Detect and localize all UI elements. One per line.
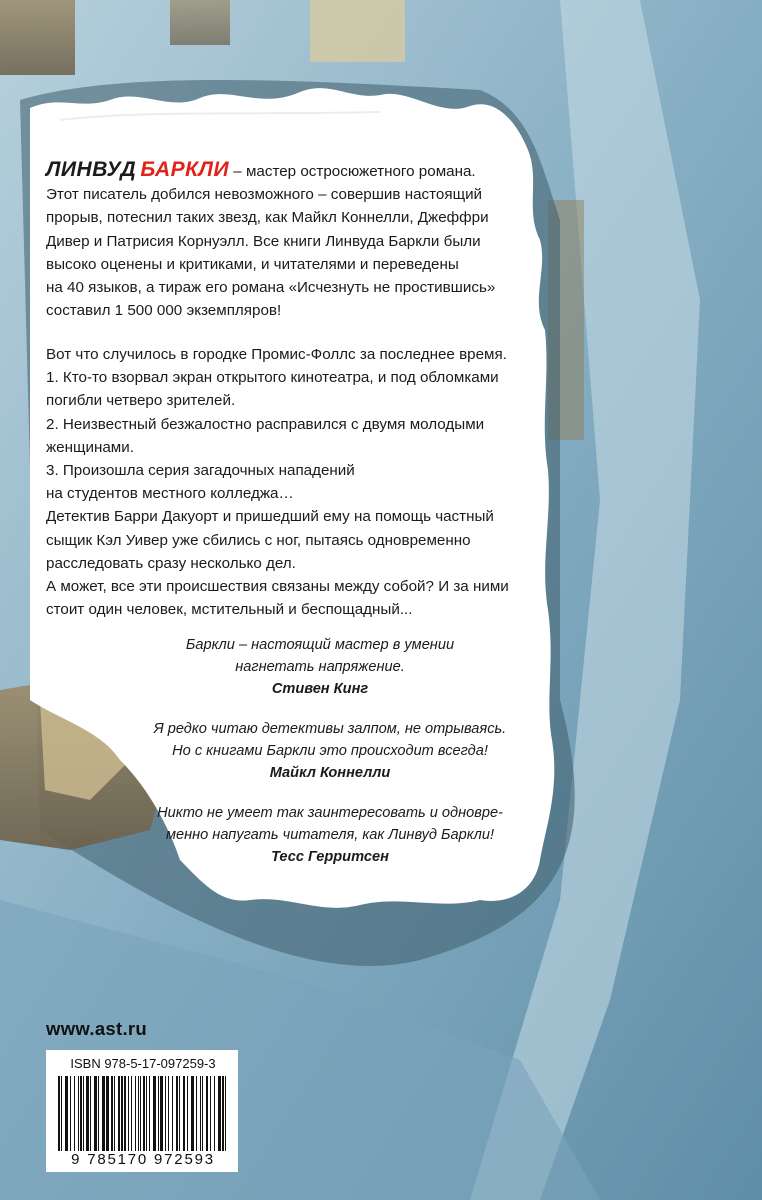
quote-author: Стивен Кинг <box>271 681 369 697</box>
barcode-bar <box>140 1076 141 1151</box>
barcode-bar <box>135 1076 136 1151</box>
quote-line: Никто не умеет так заинтересовать и одновре- <box>157 805 503 821</box>
barcode-bar <box>124 1076 126 1151</box>
story-line: 1. Кто-то взорвал экран открытого кинотеатра, и под обломками <box>46 369 499 387</box>
story-line: А может, все эти происшествия связаны между собой? И за ними <box>46 578 509 596</box>
barcode-bar <box>168 1076 169 1151</box>
intro-line: прорыв, потеснил таких звезд, как Майкл Коннелли, Джеффри <box>46 209 489 227</box>
story-line: стоит один человек, мстительный и беспощадный... <box>46 601 413 619</box>
barcode-bar <box>214 1076 215 1151</box>
barcode-bar <box>65 1076 68 1151</box>
intro-line-text: – мастер остросюжетного романа. <box>233 163 476 180</box>
story-line: на студентов местного колледжа… <box>46 485 294 503</box>
barcode-bar <box>74 1076 75 1151</box>
isbn-digits: 9 785170 972593 <box>71 1151 215 1168</box>
barcode-bar <box>143 1076 145 1151</box>
quote-line: Баркли – настоящий мастер в умении <box>185 637 455 653</box>
barcode-bar <box>121 1076 123 1151</box>
author-surname: БАРКЛИ <box>140 158 230 181</box>
barcode-bar <box>176 1076 178 1151</box>
barcode-bar <box>196 1076 197 1151</box>
intro-line <box>46 158 526 183</box>
barcode-bar <box>153 1076 156 1151</box>
isbn-label: ISBN 978-5-17-097259-3 <box>70 1056 216 1071</box>
intro-line: на 40 языков, а тираж его романа «Исчезнуть не простившись» <box>46 279 496 297</box>
barcode-bar <box>202 1076 203 1151</box>
story-line: 3. Произошла серия загадочных нападений <box>46 462 355 480</box>
barcode-bar <box>206 1076 208 1151</box>
review-quote <box>160 634 480 700</box>
barcode-bar <box>187 1076 188 1151</box>
story-line: сыщик Кэл Уивер уже сбились с ног, пытаясь одновременно <box>46 531 471 549</box>
quote-author: Майкл Коннелли <box>269 765 391 781</box>
publisher-website[interactable]: www.ast.ru <box>46 1018 148 1039</box>
intro-line: Дивер и Патрисия Корнуэлл. Все книги Линвуда Баркли были <box>46 232 481 250</box>
quote-line: нагнетать напряжение. <box>235 659 405 675</box>
barcode-bar <box>165 1076 166 1151</box>
barcode-bar <box>94 1076 97 1151</box>
barcode-bar <box>225 1076 226 1151</box>
quote-line: Я редко читаю детективы залпом, не отрываясь. <box>153 721 507 737</box>
author-first-name: ЛИНВУД <box>46 158 137 181</box>
barcode-bar <box>80 1076 82 1151</box>
barcode-bar <box>58 1076 60 1151</box>
quote-author: Тесс Герритсен <box>271 849 389 865</box>
barcode-bar <box>118 1076 120 1151</box>
barcode-bar <box>70 1076 71 1151</box>
barcode-bar <box>106 1076 109 1151</box>
barcode-bar <box>160 1076 163 1151</box>
barcode-bar <box>90 1076 91 1151</box>
story-line: женщинами. <box>46 438 134 456</box>
barcode-bar <box>158 1076 159 1151</box>
barcode-bar <box>183 1076 185 1151</box>
barcode-bar <box>128 1076 129 1151</box>
quote-line: Но с книгами Баркли это происходит всегда! <box>172 743 488 759</box>
barcode-bar <box>83 1076 84 1151</box>
intro-line: Этот писатель добился невозможного – совершив настоящий <box>46 186 483 204</box>
story-line: 2. Неизвестный безжалостно расправился с двумя молодыми <box>46 415 485 433</box>
barcode-bar <box>86 1076 89 1151</box>
intro-line: высоко оценены и критиками, и читателями и переведены <box>46 255 459 273</box>
barcode-bar <box>114 1076 115 1151</box>
barcode-bar <box>179 1076 180 1151</box>
barcode-bar <box>218 1076 221 1151</box>
barcode-bar <box>111 1076 113 1151</box>
barcode-bar <box>78 1076 79 1151</box>
barcode-bar <box>61 1076 62 1151</box>
barcode-bars <box>58 1076 228 1151</box>
review-quote <box>140 802 520 868</box>
barcode-bar <box>146 1076 147 1151</box>
barcode-bar <box>102 1076 105 1151</box>
barcode-bar <box>131 1076 132 1151</box>
barcode-bar <box>98 1076 99 1151</box>
barcode-bar <box>172 1076 173 1151</box>
intro-line: составил 1 500 000 экземпляров! <box>46 302 282 320</box>
story-line: Детектив Барри Дакуорт и пришедший ему на помощь частный <box>46 508 494 526</box>
story-line: Вот что случилось в городке Промис-Фоллс за последнее время. <box>46 346 507 363</box>
story-line: расследовать сразу несколько дел. <box>46 554 296 572</box>
quote-line: менно напугать читателя, как Линвуд Баркли! <box>165 827 495 843</box>
barcode-bar <box>191 1076 194 1151</box>
barcode-bar <box>222 1076 224 1151</box>
story-synopsis <box>46 343 526 621</box>
author-intro <box>46 158 526 322</box>
isbn-barcode <box>46 1050 238 1172</box>
barcode-bar <box>210 1076 211 1151</box>
review-quote <box>150 718 510 784</box>
barcode-bar <box>200 1076 201 1151</box>
barcode-bar <box>149 1076 150 1151</box>
barcode-bar <box>138 1076 139 1151</box>
story-line: погибли четверо зрителей. <box>46 392 236 410</box>
